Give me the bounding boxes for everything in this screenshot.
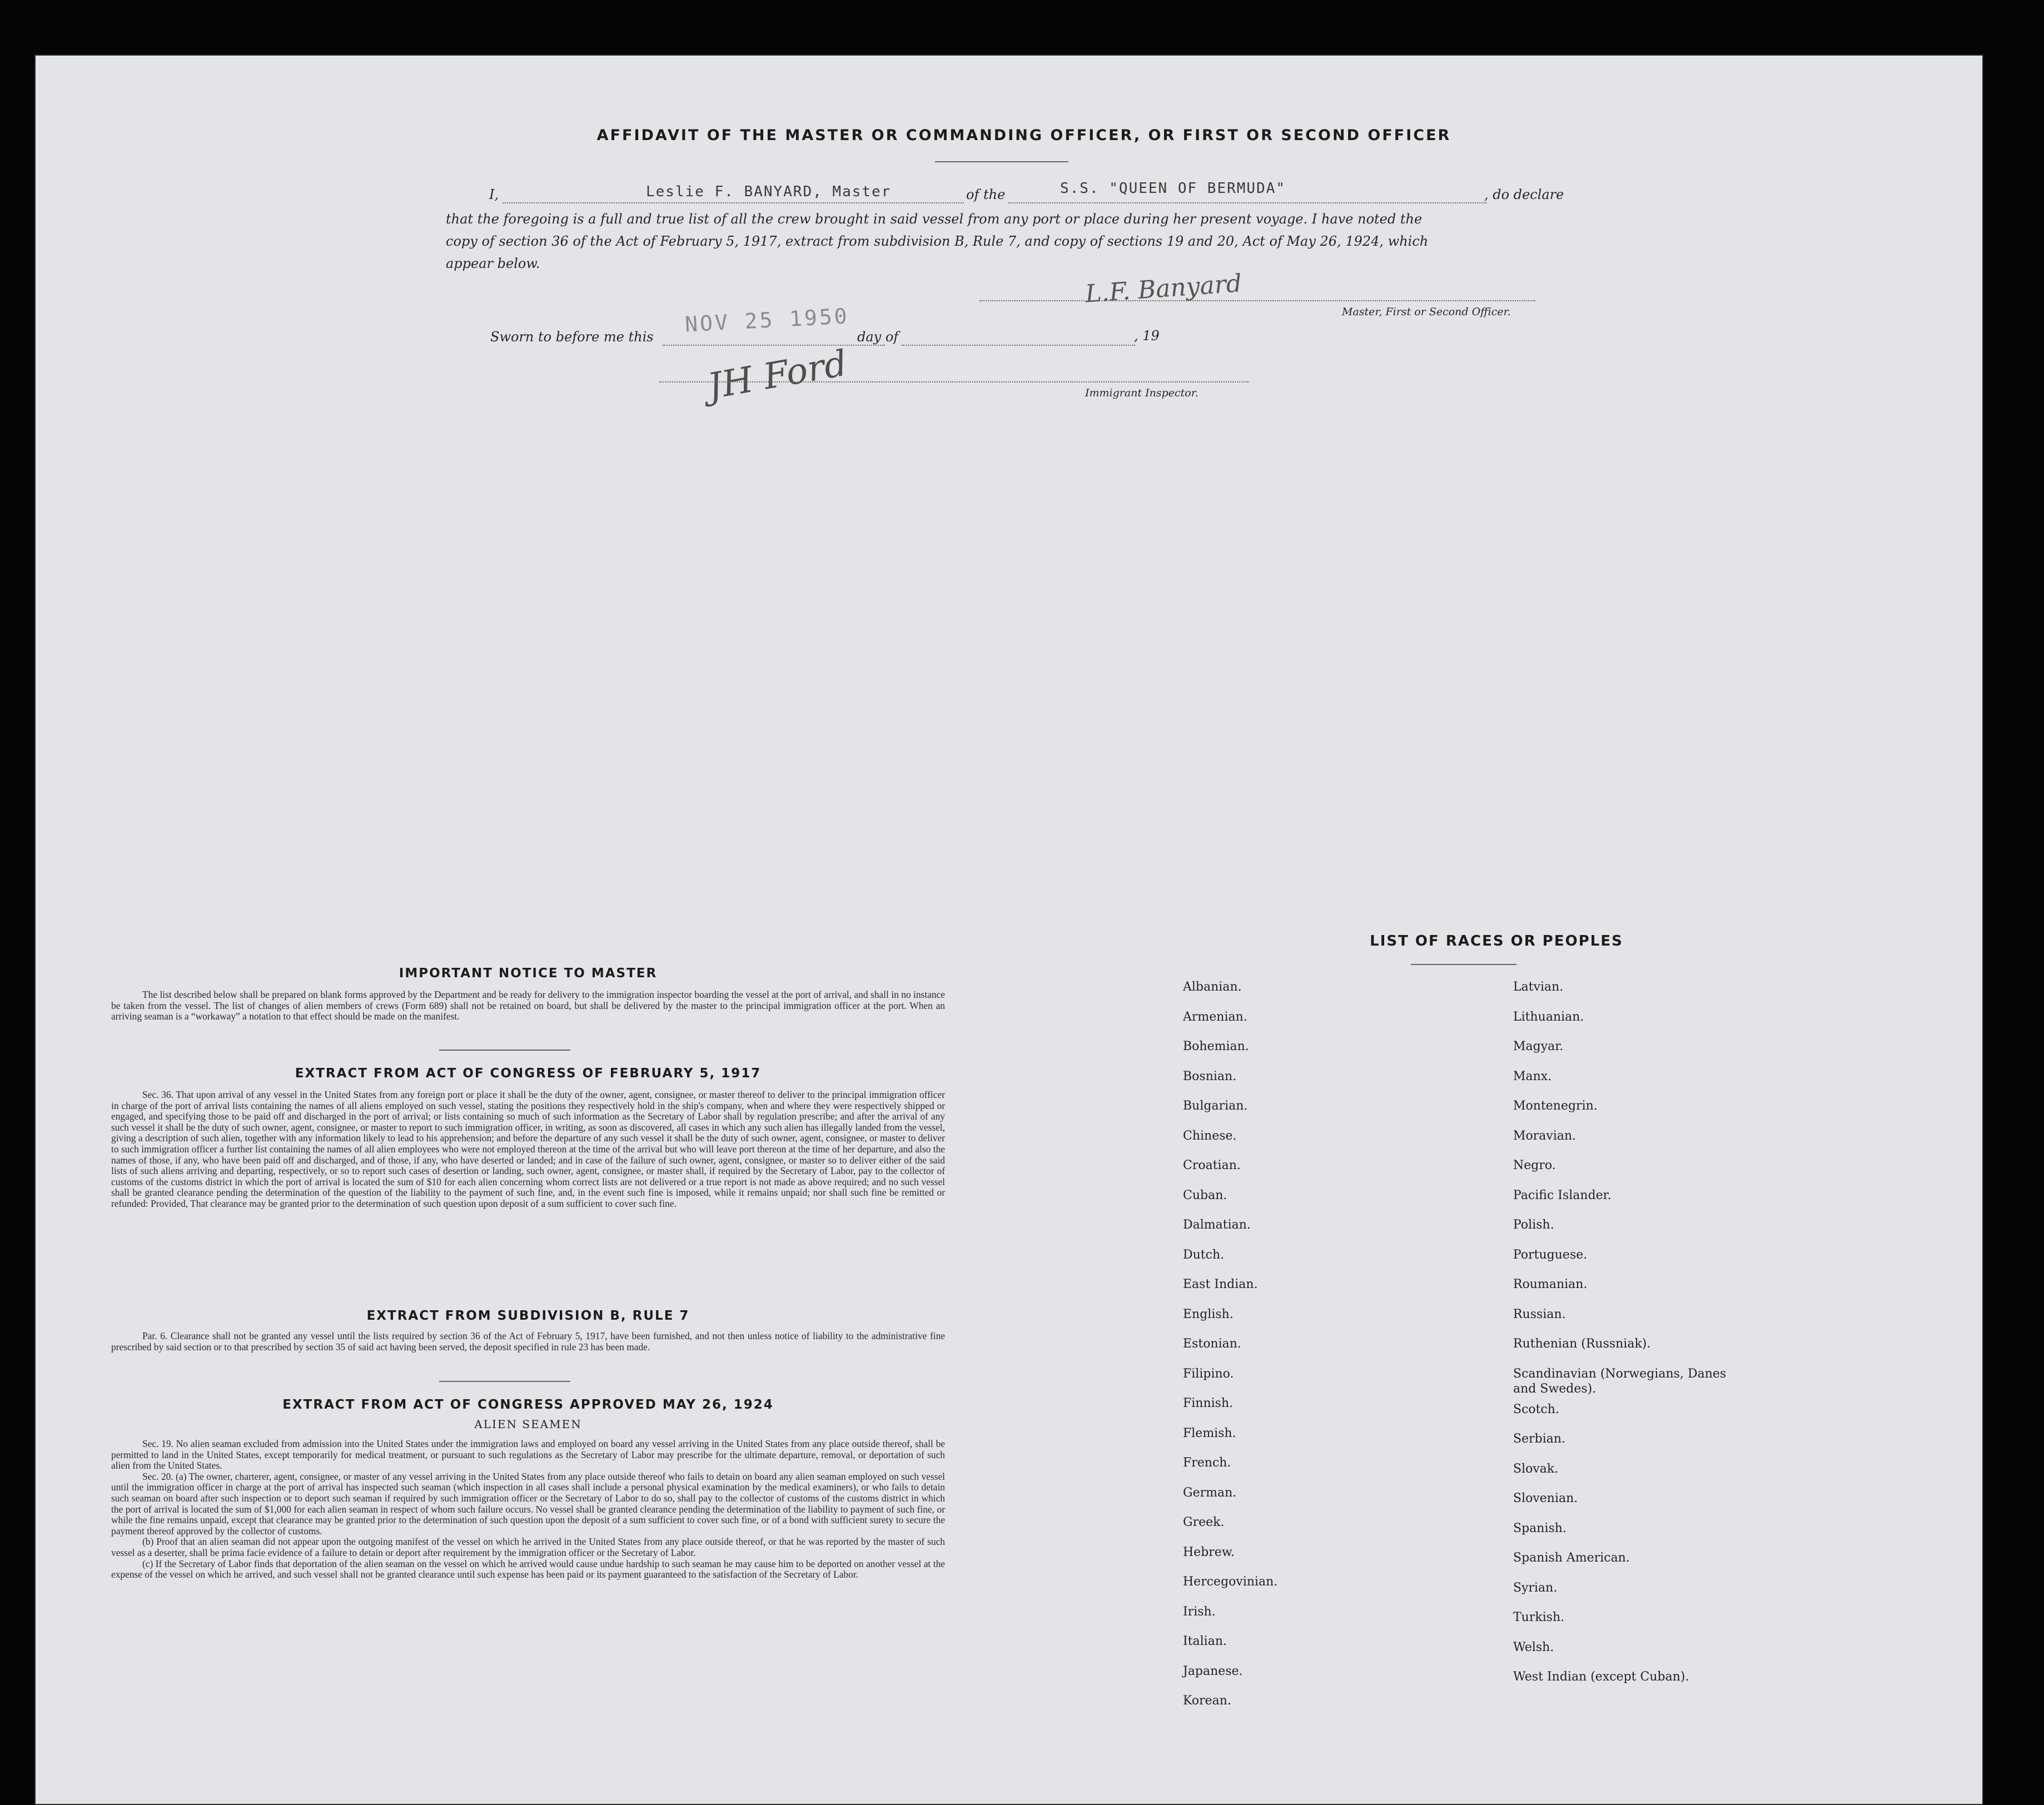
affidavit-line-2: that the foregoing is a full and true list of all the crew brought in said vessel from any port or place during her present voyage. I have noted the — [446, 211, 1423, 227]
sec20a-text: Sec. 20. (a) The owner, charterer, agent, consignee, or master of any vessel arriving in the United States from any place outside thereof who fails to detain on board any alien seaman employed on such vessel until the immigration officer in charge at the port of arrival has inspected such seaman (which inspection in all cases shall include a personal physical examination by the medical examiners), or who fails to detain such seaman on board after such inspection or to deport such seaman if required by such immigration officer or the Secretary of Labor to do so, shall pay to the collector of customs of the customs district in which the port of arrival is located the sum of $1,000 for each alien seaman in respect of whom such failure occurs. No vessel shall be granted clearance pending the determination of the liability to payment of such fine, or while the fine remains unpaid, except that clearance may be granted prior to the determination of such question upon the deposit of a sum sufficient to cover such fine, or of a bond with sufficient surety to secure the payment thereof approved by the collector of customs. — [111, 1470, 945, 1537]
master-signature: L.F. Banyard — [1084, 269, 1243, 309]
of-the-label: of the — [966, 187, 1006, 202]
alien-seamen-subtitle: ALIEN SEAMEN — [474, 1418, 582, 1431]
race-item: Chinese. — [1183, 1128, 1237, 1143]
race-item: Filipino. — [1183, 1366, 1234, 1381]
inspector-line — [659, 381, 1249, 382]
sworn-label: Sworn to before me this — [490, 329, 654, 345]
race-item: Hebrew. — [1183, 1545, 1235, 1559]
race-item: Latvian. — [1513, 980, 1564, 994]
extract-1917-text: Sec. 36. That upon arrival of any vessel in the United States from any foreign port or place it shall be the duty of the owner, agent, consignee, or master thereof to deliver to the principal immigration officer in charge of the port of arrival lists containing the names of all aliens employed on such vessel, stating the positions they respectively hold in the ship's company, when and where they were respectively shipped or engaged, and specifying those to be paid off and discharged in the port of arrival; or lists containing so much of such information as the Secretary of Labor shall by regulation prescribe; and after the arrival of any such vessel it shall be the duty of such owner, agent, consignee, or master to report to such immigration officer, in writing, as soon as discovered, all cases in which any such alien has illegally landed from the vessel, giving a description of such alien, together with any information likely to lead to his apprehension; and before the departure of any such vessel it shall be the duty of such owner, agent, consignee, or master to deliver to such immigration officer a further list containing the names of all alien employees who were not employed thereon at the time of the arrival but who will leave port thereon at the time of her departure, and also the names of those, if any, who have been paid off and discharged, and of those, if any, who have deserted or landed; and in case of the failure of such owner, agent, consignee, or master so to deliver either of the said lists of such aliens arriving and departing, respectively, or so to report such cases of desertion or landing, such owner, agent, consignee, or master shall, if required by the Secretary of Labor, pay to the collector of customs of the customs district in which the port of arrival is located the sum of $10 for each alien concerning whom correct lists are not delivered or a true report is not made as above required; and no such vessel shall be granted clearance pending the determination of the question of the liability to the payment of such fine, and, in the event such fine is imposed, while it remains unpaid; nor shall such fine be remitted or refunded: Provided, That clearance may be granted prior to the determination of such question upon deposit of a sum sufficient to cover such fine. — [111, 1089, 945, 1209]
rule7-block — [111, 1331, 945, 1352]
affidavit-line-4: appear below. — [446, 256, 540, 271]
sec19-text: Sec. 19. No alien seaman excluded from admission into the United States under the immigration laws and employed on board any vessel arriving in the United States from any place outside thereof, shall be permitted to land in the United States, except temporarily for medical treatment, or pursuant to such regulations as the Secretary of Labor may prescribe for the ultimate departure, removal, or deportation of such alien from the United States. — [111, 1438, 945, 1471]
vessel-name: S.S. "QUEEN OF BERMUDA" — [1060, 180, 1286, 197]
race-item: Scotch. — [1513, 1402, 1559, 1416]
race-item: Croatian. — [1183, 1158, 1241, 1172]
notice-divider — [439, 1050, 570, 1051]
name-line — [503, 202, 964, 203]
date-stamp: NOV 25 1950 — [684, 304, 850, 337]
race-item: Spanish American. — [1513, 1551, 1630, 1565]
inspector-signature: JH Ford — [704, 342, 851, 408]
extract-1924-block — [111, 1439, 945, 1580]
vessel-line — [1008, 202, 1486, 203]
rule7-title: EXTRACT FROM SUBDIVISION B, RULE 7 — [366, 1309, 690, 1323]
race-item: Irish. — [1183, 1604, 1216, 1619]
race-item: Montenegrin. — [1513, 1099, 1598, 1113]
race-item: Albanian. — [1183, 980, 1242, 994]
race-item: Estonian. — [1183, 1337, 1241, 1351]
race-item: Bulgarian. — [1183, 1099, 1248, 1113]
race-item: Ruthenian (Russniak). — [1513, 1337, 1651, 1351]
races-title: LIST OF RACES OR PEOPLES — [1370, 933, 1623, 949]
rule7-text: Par. 6. Clearance shall not be granted any vessel until the lists required by section 36 of the Act of February 5, 1917, have been furnished, and not then unless notice of liability to the administrative fine prescribed by said section or to that prescribed by section 35 of said act having been served, the deposit specified in rule 23 has been made. — [111, 1330, 945, 1352]
inspector-caption: Immigrant Inspector. — [1085, 387, 1198, 399]
race-item: Manx. — [1513, 1069, 1552, 1083]
races-divider — [1411, 964, 1516, 965]
sec20c-text: (c) If the Secretary of Labor finds that deportation of the alien seaman on the vessel on which he arrived would cause undue hardship to such seaman he may cause him to be deported on another vessel at the expense of the vessel on which he arrived, and such vessel shall not be granted clearance until such expense has been paid or its payment guaranteed to the satisfaction of the Secretary of Labor. — [111, 1558, 945, 1580]
race-item: Welsh. — [1513, 1640, 1554, 1654]
race-item: Japanese. — [1183, 1664, 1243, 1678]
master-name: Leslie F. BANYARD, Master — [646, 183, 892, 200]
race-item: West Indian (except Cuban). — [1513, 1670, 1689, 1684]
master-caption: Master, First or Second Officer. — [1342, 306, 1511, 318]
race-item: Slovak. — [1513, 1461, 1559, 1476]
year-label: , 19 — [1134, 328, 1160, 344]
manifest-page — [34, 54, 1983, 1805]
race-item: Serbian. — [1513, 1432, 1566, 1446]
race-item: Armenian. — [1183, 1010, 1247, 1024]
title-divider — [935, 161, 1068, 162]
race-item: Syrian. — [1513, 1580, 1558, 1595]
race-item: Negro. — [1513, 1158, 1556, 1172]
day-of-label: day of — [857, 329, 899, 345]
affidavit-title: AFFIDAVIT OF THE MASTER OR COMMANDING OFFICER, OR FIRST OR SECOND OFFICER — [596, 127, 1451, 144]
race-item: Italian. — [1183, 1634, 1227, 1648]
month-line — [902, 345, 1135, 346]
race-item: Lithuanian. — [1513, 1010, 1584, 1024]
race-item: Bohemian. — [1183, 1040, 1249, 1053]
race-item: Polish. — [1513, 1218, 1554, 1232]
race-item: Flemish. — [1183, 1426, 1236, 1440]
race-item: Russian. — [1513, 1307, 1566, 1321]
race-item: Roumanian. — [1513, 1277, 1588, 1291]
i-label: I, — [489, 187, 499, 202]
race-item: Magyar. — [1513, 1040, 1564, 1053]
race-item: Bosnian. — [1183, 1069, 1237, 1083]
race-item: Scandinavian (Norwegians, Danes and Swedes). — [1513, 1366, 1727, 1396]
extract-1924-title: EXTRACT FROM ACT OF CONGRESS APPROVED MAY 26, 1924 — [282, 1398, 774, 1412]
notice-text: The list described below shall be prepared on blank forms approved by the Department and be ready for delivery to the immigration inspector boarding the vessel at the port of arrival, and shall in no instance be taken from the vessel. The list of changes of alien members of crews (Form 689) shall not be retained on board, but shall be delivered by the master to the principal immigration officer at the port. When an arriving seaman is a “workaway” a notation to that effect should be made on the manifest. — [111, 989, 945, 1022]
race-item: Korean. — [1183, 1694, 1231, 1708]
race-item: East Indian. — [1183, 1277, 1258, 1291]
notice-block — [111, 989, 945, 1022]
race-item: Slovenian. — [1513, 1491, 1578, 1505]
extract-1917-title: EXTRACT FROM ACT OF CONGRESS OF FEBRUARY 5, 1917 — [295, 1066, 762, 1081]
race-item: Dutch. — [1183, 1247, 1225, 1262]
notice-title: IMPORTANT NOTICE TO MASTER — [399, 966, 658, 981]
race-item: Dalmatian. — [1183, 1218, 1251, 1232]
affidavit-line-3: copy of section 36 of the Act of February 5, 1917, extract from subdivision B, Rule 7, and copy of sections 19 and 20, Act of May 26, 1924, which — [446, 233, 1429, 249]
master-signature-line — [979, 300, 1535, 301]
sec20b-text: (b) Proof that an alien seaman did not appear upon the outgoing manifest of the vessel on which he arrived in the United States from any place outside thereof, or that he was reported by the master of such vessel as a deserter, shall be prima facie evidence of a failure to detain or deport after requirement by the immigration officer or the Secretary of Labor. — [111, 1536, 945, 1558]
race-item: French. — [1183, 1456, 1231, 1470]
race-item: Spanish. — [1513, 1521, 1566, 1535]
race-item: Cuban. — [1183, 1188, 1227, 1202]
race-item: Moravian. — [1513, 1128, 1576, 1143]
do-declare-label: , do declare — [1484, 187, 1564, 202]
sworn-day-line — [663, 345, 885, 346]
race-item: Turkish. — [1513, 1610, 1565, 1624]
extract-1917-block — [111, 1090, 945, 1210]
rule7-divider — [439, 1381, 570, 1382]
race-item: Finnish. — [1183, 1396, 1234, 1410]
race-item: Greek. — [1183, 1515, 1225, 1529]
race-item: Hercegovinian. — [1183, 1575, 1278, 1589]
race-item: Pacific Islander. — [1513, 1188, 1612, 1202]
race-item: German. — [1183, 1485, 1237, 1500]
race-item: Portuguese. — [1513, 1247, 1588, 1262]
race-item: English. — [1183, 1307, 1234, 1321]
